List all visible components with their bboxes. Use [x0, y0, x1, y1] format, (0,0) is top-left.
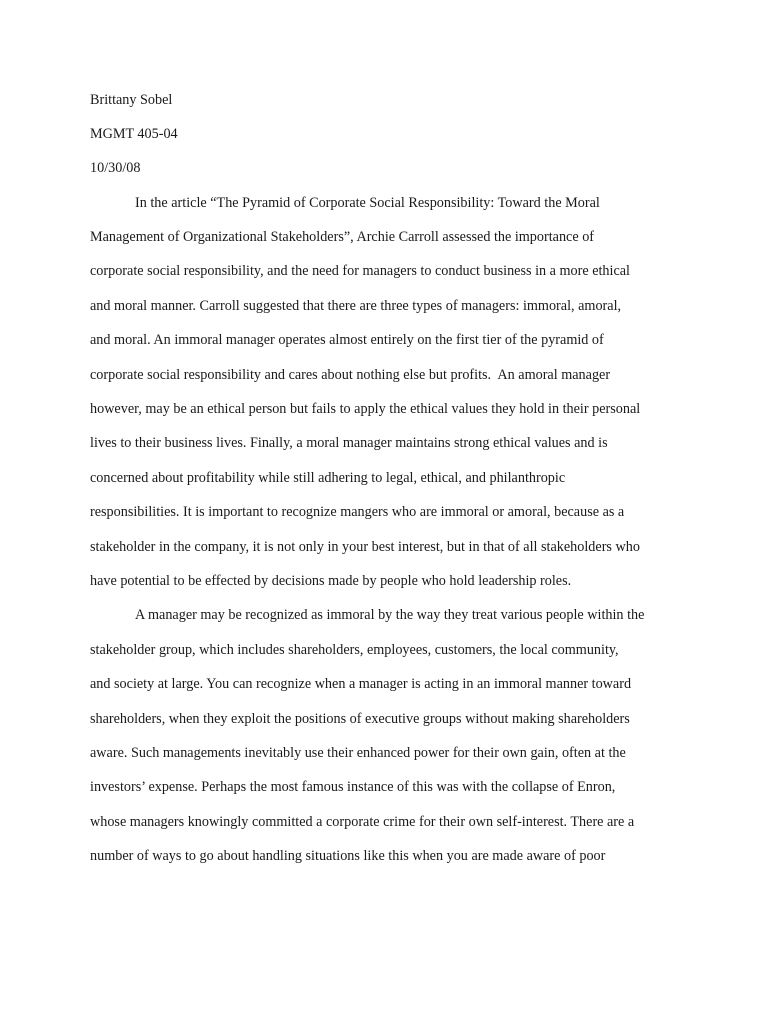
paragraph-1-line: stakeholder in the company, it is not only in your best interest, but in that of all stakeholders who [90, 539, 640, 555]
paragraph-1-line: In the article “The Pyramid of Corporate Social Responsibility: Toward the Moral [135, 195, 600, 211]
paragraph-2-line: aware. Such managements inevitably use their enhanced power for their own gain, often at the [90, 745, 626, 761]
paragraph-1-line: Management of Organizational Stakeholders”, Archie Carroll assessed the importance of [90, 229, 595, 245]
paragraph-2-line: number of ways to go about handling situations like this when you are made aware of poor [90, 848, 606, 864]
author-name: Brittany Sobel [90, 92, 173, 108]
paragraph-2-line: shareholders, when they exploit the positions of executive groups without making shareholders [90, 711, 630, 727]
paragraph-1-line: responsibilities. It is important to recognize mangers who are immoral or amoral, because as a [90, 504, 625, 520]
paragraph-1-line: and moral. An immoral manager operates almost entirely on the first tier of the pyramid of [90, 332, 604, 348]
paragraph-2-line: investors’ expense. Perhaps the most famous instance of this was with the collapse of Enron, [90, 779, 616, 795]
paragraph-2-line: and society at large. You can recognize when a manager is acting in an immoral manner toward [90, 676, 632, 692]
paragraph-1-line: however, may be an ethical person but fails to apply the ethical values they hold in their personal [90, 401, 641, 417]
paragraph-1-line: and moral manner. Carroll suggested that there are three types of managers: immoral, amoral, [90, 298, 622, 314]
paragraph-2-line: A manager may be recognized as immoral by the way they treat various people within the [135, 607, 645, 623]
paragraph-2-line: stakeholder group, which includes shareholders, employees, customers, the local community, [90, 642, 619, 658]
paragraph-1-line: have potential to be effected by decisions made by people who hold leadership roles. [90, 573, 572, 589]
course-code: MGMT 405-04 [90, 126, 178, 142]
paragraph-1-line: corporate social responsibility and cares about nothing else but profits. An amoral manager [90, 367, 611, 383]
document-date: 10/30/08 [90, 160, 141, 176]
paragraph-1-line: concerned about profitability while still adhering to legal, ethical, and philanthropic [90, 470, 566, 486]
paragraph-1-line: corporate social responsibility, and the need for managers to conduct business in a more ethical [90, 263, 631, 279]
paragraph-2-line: whose managers knowingly committed a corporate crime for their own self-interest. There are a [90, 814, 635, 830]
paragraph-1-line: lives to their business lives. Finally, a moral manager maintains strong ethical values and is [90, 435, 608, 451]
